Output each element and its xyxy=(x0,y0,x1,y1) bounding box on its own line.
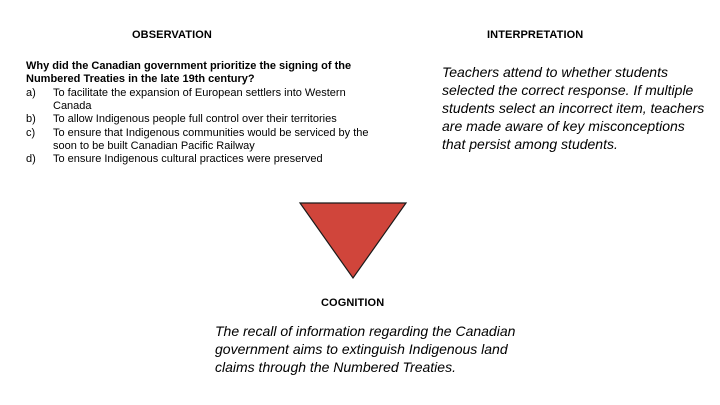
triangle-shape xyxy=(300,203,406,278)
answer-option-a xyxy=(26,87,386,113)
interpretation-heading: INTERPRETATION xyxy=(487,29,584,41)
option-letter: a) xyxy=(26,87,36,99)
option-letter: d) xyxy=(26,153,36,166)
option-text: To facilitate the expansion of European settlers into Western Canada xyxy=(53,87,346,113)
observation-heading: OBSERVATION xyxy=(132,29,212,41)
option-letter: c) xyxy=(26,126,36,139)
option-text: To ensure Indigenous cultural practices were preserved xyxy=(53,153,323,166)
interpretation-text: Teachers attend to whether students selected the correct response. If multiple students select an incorrect item, teachers are made aware of key misconceptions that persist among students. xyxy=(442,64,705,152)
cognition-heading: COGNITION xyxy=(321,297,385,309)
cognition-text: The recall of information regarding the Canadian government aims to extinguish Indigenous land claims through the Numbered Treaties. xyxy=(215,323,516,375)
answer-option-c xyxy=(26,127,386,153)
triangle-icon xyxy=(298,201,410,281)
option-text: To ensure that Indigenous communities would be serviced by the soon to be built Canadian Pacific Railway xyxy=(53,126,369,152)
option-letter: b) xyxy=(26,113,36,126)
observation-question: Why did the Canadian government prioritize the signing of the Numbered Treaties in the late 19th century? xyxy=(26,60,352,85)
answer-options xyxy=(26,87,386,166)
option-text: To allow Indigenous people full control over their territories xyxy=(53,113,337,126)
answer-option-d xyxy=(26,153,386,166)
answer-option-b xyxy=(26,113,386,126)
